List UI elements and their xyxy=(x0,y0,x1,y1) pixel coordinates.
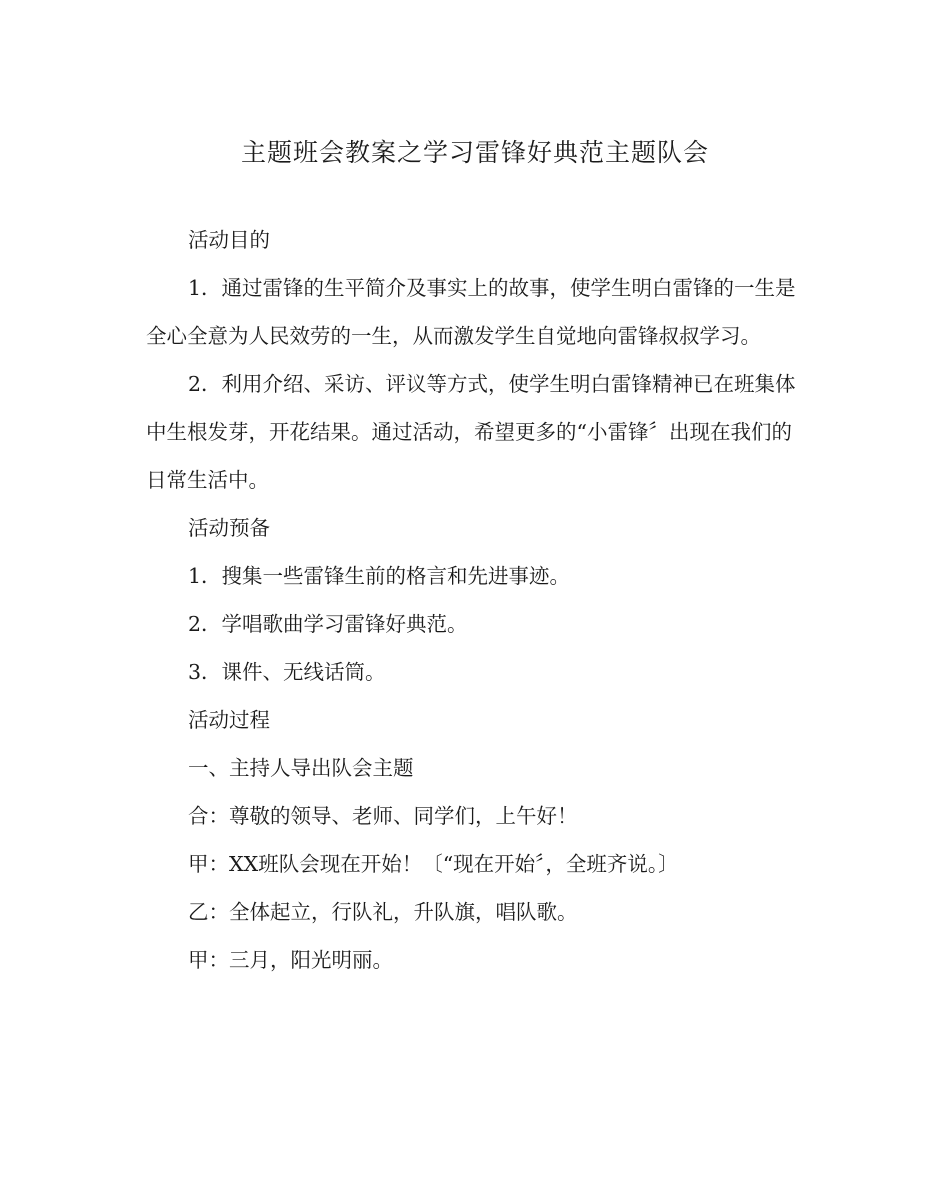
dialogue-line-2: 甲：XX班队会现在开始！〔“现在开始〞，全班齐说。〕 xyxy=(188,852,679,876)
subheading-host-intro: 一、主持人导出队会主题 xyxy=(188,756,414,780)
paragraph-preparation-2: 2．学唱歌曲学习雷锋好典范。 xyxy=(188,612,468,636)
paragraph-preparation-3: 3．课件、无线话筒。 xyxy=(188,660,386,684)
paragraph-purpose-2: 2．利用介绍、采访、评议等方式，使学生明白雷锋精神已在班集体中生根发芽，开花结果。通过活动，希望更多的“小雷锋〞出现在我们的日常生活中。 xyxy=(146,372,796,492)
document-title: 主题班会教案之学习雷锋好典范主题队会 xyxy=(240,138,709,167)
section-heading-process: 活动过程 xyxy=(188,708,270,732)
dialogue-line-1: 合：尊敬的领导、老师、同学们，上午好！ xyxy=(188,804,578,828)
paragraph-purpose-1: 1．通过雷锋的生平简介及事实上的故事，使学生明白雷锋的一生是全心全意为人民效劳的一生，从而激发学生自觉地向雷锋叔叔学习。 xyxy=(146,276,796,348)
document-body xyxy=(146,216,810,984)
dialogue-line-4: 甲：三月，阳光明丽。 xyxy=(188,948,393,972)
paragraph-preparation-1: 1．搜集一些雷锋生前的格言和先进事迹。 xyxy=(188,564,571,588)
section-heading-purpose: 活动目的 xyxy=(188,228,270,252)
dialogue-line-3: 乙：全体起立，行队礼，升队旗，唱队歌。 xyxy=(188,900,578,924)
section-heading-preparation: 活动预备 xyxy=(188,516,270,540)
